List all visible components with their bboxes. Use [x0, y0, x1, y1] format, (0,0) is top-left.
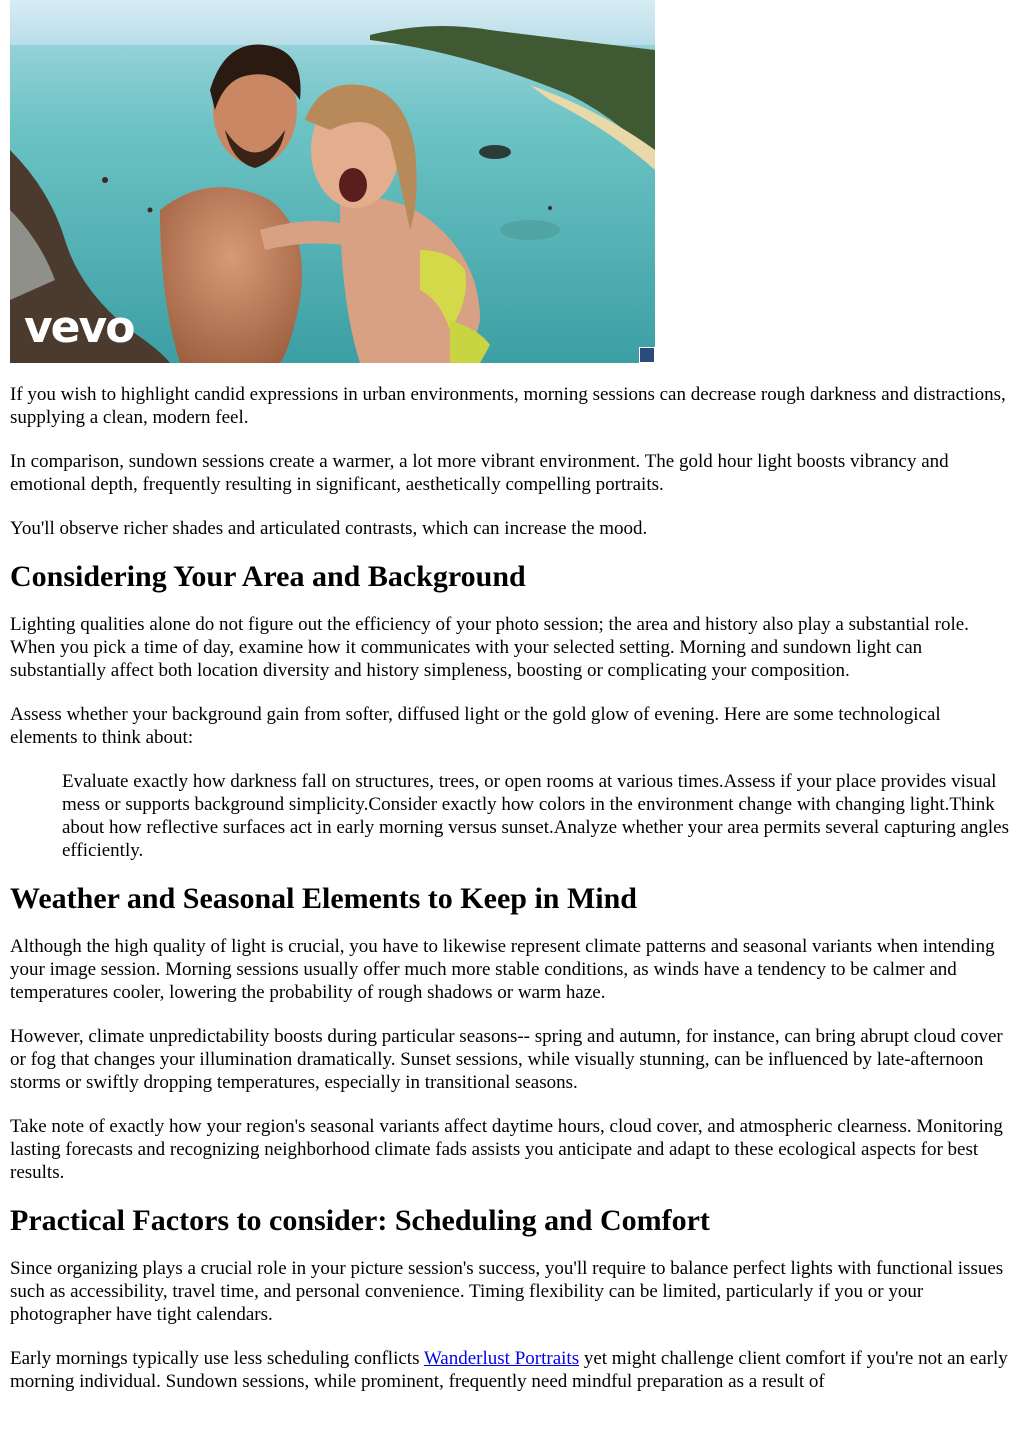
paragraph: Although the high quality of light is crucial, you have to likewise represent climate patterns and seasonal variants when intending your image session. Morning sessions usually offer much more stable conditions, as winds have a tendency to be calmer and temperatures cooler, lowering the probability of rough shadows or warm haze. [10, 936, 995, 1003]
paragraph-text: yet might challenge client comfort if you're not an early morning individual. Sundown sessions, while prominent, frequently need mindful preparation as a result of [10, 1348, 1008, 1392]
paragraph: In comparison, sundown sessions create a warmer, a lot more vibrant environment. The gold hour light boosts vibrancy and emotional depth, frequently resulting in significant, aesthetically compelling portraits. [10, 451, 949, 495]
paragraph: Since organizing plays a crucial role in your picture session's success, you'll require to balance perfect lights with functional issues such as accessibility, travel time, and personal convenience. Timing flexibility can be limited, particularly if you or your photographer have tight calendars. [10, 1258, 1004, 1325]
paragraph: However, climate unpredictability boosts during particular seasons-- spring and autumn, for instance, can bring abrupt cloud cover or fog that changes your illumination dramatically. Sunset sessions, while visually stunning, can be influenced by late-afternoon storms or swiftly dropping temperatures, especially in transitional seasons. [10, 1026, 1003, 1093]
article [10, 0, 1010, 1393]
blockquote: Evaluate exactly how darkness fall on structures, trees, or open rooms at various times.Assess if your place provides visual mess or supports background simplicity.Consider exactly how colors in the environment change with changing light.Think about how reflective surfaces act in early morning versus sunset.Analyze whether your area permits several capturing angles efficiently. [62, 771, 1010, 861]
paragraph: Assess whether your background gain from softer, diffused light or the gold glow of evening. Here are some technological elements to think about: [10, 704, 941, 748]
hero-image [10, 0, 655, 363]
badge-icon [639, 347, 655, 363]
paragraph: If you wish to highlight candid expressions in urban environments, morning sessions can decrease rough darkness and distractions, supplying a clean, modern feel. [10, 384, 1006, 428]
paragraph: Lighting qualities alone do not figure out the efficiency of your photo session; the area and history also play a substantial role. When you pick a time of day, examine how it communicates with your selected setting. Morning and sundown light can substantially affect both location diversity and history simpleness, boosting or complicating your composition. [10, 614, 969, 681]
wanderlust-portraits-link[interactable]: Wanderlust Portraits [423, 1348, 580, 1369]
vevo-logo: vevo [24, 302, 134, 353]
section-heading: Considering Your Area and Background [10, 560, 526, 593]
paragraph: Take note of exactly how your region's seasonal variants affect daytime hours, cloud cover, and atmospheric clearness. Monitoring lasting forecasts and recognizing neighborhood climate fads assists you anticipate and adapt to these ecological aspects for best results. [10, 1116, 1003, 1183]
paragraph-text: Early mornings typically use less scheduling conflicts [10, 1348, 424, 1369]
section-heading: Weather and Seasonal Elements to Keep in Mind [10, 882, 637, 915]
paragraph [10, 1347, 1010, 1393]
paragraph: You'll observe richer shades and articulated contrasts, which can increase the mood. [10, 518, 648, 539]
section-heading: Practical Factors to consider: Scheduling and Comfort [10, 1204, 710, 1237]
